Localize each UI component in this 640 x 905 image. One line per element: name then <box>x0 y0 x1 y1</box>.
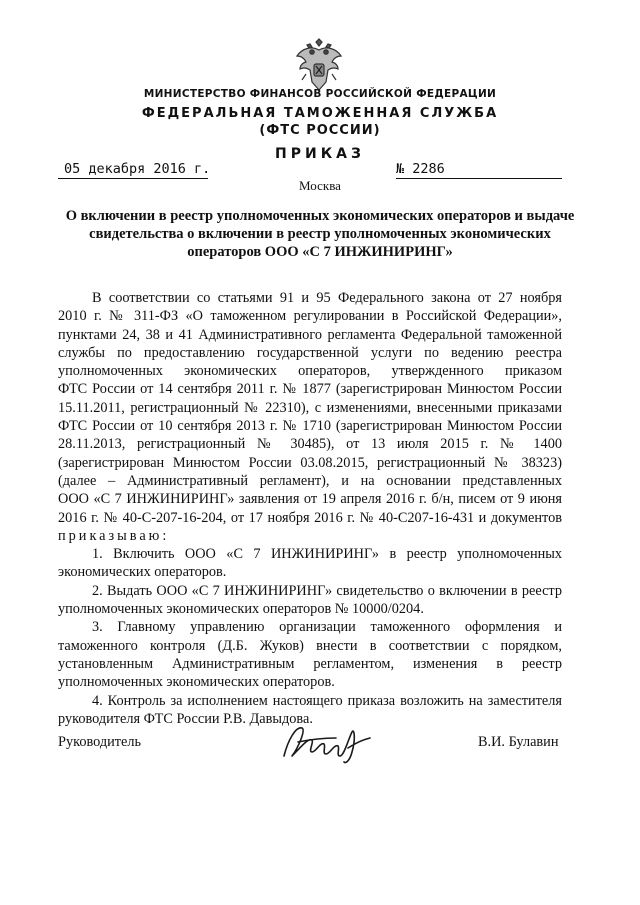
body-line: 2016 г. № 40-С-207-16-204, от 17 ноября 2016 г. № 40-С207-16-431 и документов <box>58 509 562 526</box>
body-line: ФТС России от 10 сентября 2013 г. № 1710 (зарегистрирован Минюстом России <box>58 418 562 435</box>
handwritten-signature <box>278 718 374 768</box>
body-line: ФТС России от 14 сентября 2011 г. № 1877 (зарегистрирован Минюстом России <box>58 381 562 398</box>
signatory-name: В.И. Булавин <box>478 734 559 750</box>
body-line-order-verb: приказываю: <box>58 527 170 544</box>
body-line: 4. Контроль за исполнением настоящего приказа возложить на заместителя <box>92 692 562 709</box>
body-line: уполномоченных экономических операторов, утвержденного приказом <box>58 363 562 380</box>
body-line: пунктами 24, 38 и 41 Административного регламента Федеральной таможенной <box>58 326 562 343</box>
body-line: 3. Главному управлению организации таможенного оформления и <box>92 619 562 636</box>
body-line: ООО «С 7 ИНЖИНИРИНГ» заявления от 19 апреля 2016 г. б/н, писем от 9 июня <box>58 491 562 508</box>
body-line: уполномоченных экономических операторов. <box>58 674 335 691</box>
body-line: В соответствии со статьями 91 и 95 Федерального закона от 27 ноября <box>92 290 562 306</box>
order-date: 05 декабря 2016 г. <box>58 160 208 179</box>
title-line: свидетельства о включении в реестр уполномоченных экономических <box>89 226 551 242</box>
order-number: № 2286 <box>396 160 562 179</box>
ministry-name: МИНИСТЕРСТВО ФИНАНСОВ РОССИЙСКОЙ ФЕДЕРАЦИИ <box>143 88 497 100</box>
body-line: 15.11.2011, регистрационный № 22310), с изменениями, внесенными приказами <box>58 399 562 416</box>
order-city: Москва <box>299 178 341 193</box>
order-title <box>40 207 600 261</box>
title-line: операторов ООО «С 7 ИНЖИНИРИНГ» <box>187 244 453 260</box>
body-line: (зарегистрирован Минюстом России 03.08.2015, регистрационный № 38323) <box>58 454 562 471</box>
service-name: ФЕДЕРАЛЬНАЯ ТАМОЖЕННАЯ СЛУЖБА <box>141 106 499 121</box>
service-short-name: (ФТС РОССИИ) <box>259 123 381 138</box>
body-line: уполномоченных экономических операторов № 10000/0204. <box>58 601 424 618</box>
body-line: 28.11.2013, регистрационный № 30485), от 13 июля 2015 г. № 1400 <box>58 436 562 453</box>
body-line: экономических операторов. <box>58 564 227 581</box>
title-line: О включении в реестр уполномоченных экономических операторов и выдаче <box>65 208 575 224</box>
body-line: 2010 г. № 311-ФЗ «О таможенном регулировании в Российской Федерации», <box>58 308 562 325</box>
order-body <box>58 289 562 728</box>
body-line: 2. Выдать ООО «С 7 ИНЖИНИРИНГ» свидетельство о включении в реестр <box>92 582 562 599</box>
body-line: установленным Административным регламентом, изменения в реестр <box>58 655 562 672</box>
body-line: (далее – Административный регламент), и на основании представленных <box>58 472 562 489</box>
russian-coat-of-arms-icon <box>292 38 346 92</box>
body-line: 1. Включить ООО «С 7 ИНЖИНИРИНГ» в реестр уполномоченных <box>92 546 562 563</box>
document-type: ПРИКАЗ <box>275 146 365 162</box>
body-line: таможенного контроля (Д.Б. Жуков) внести в соответствии с порядком, <box>58 637 562 654</box>
signatory-role: Руководитель <box>58 734 142 750</box>
body-line: руководителя ФТС России Р.В. Давыдова. <box>58 710 313 727</box>
body-line: службы по предоставлению государственной услуги по ведению реестра <box>58 344 562 361</box>
